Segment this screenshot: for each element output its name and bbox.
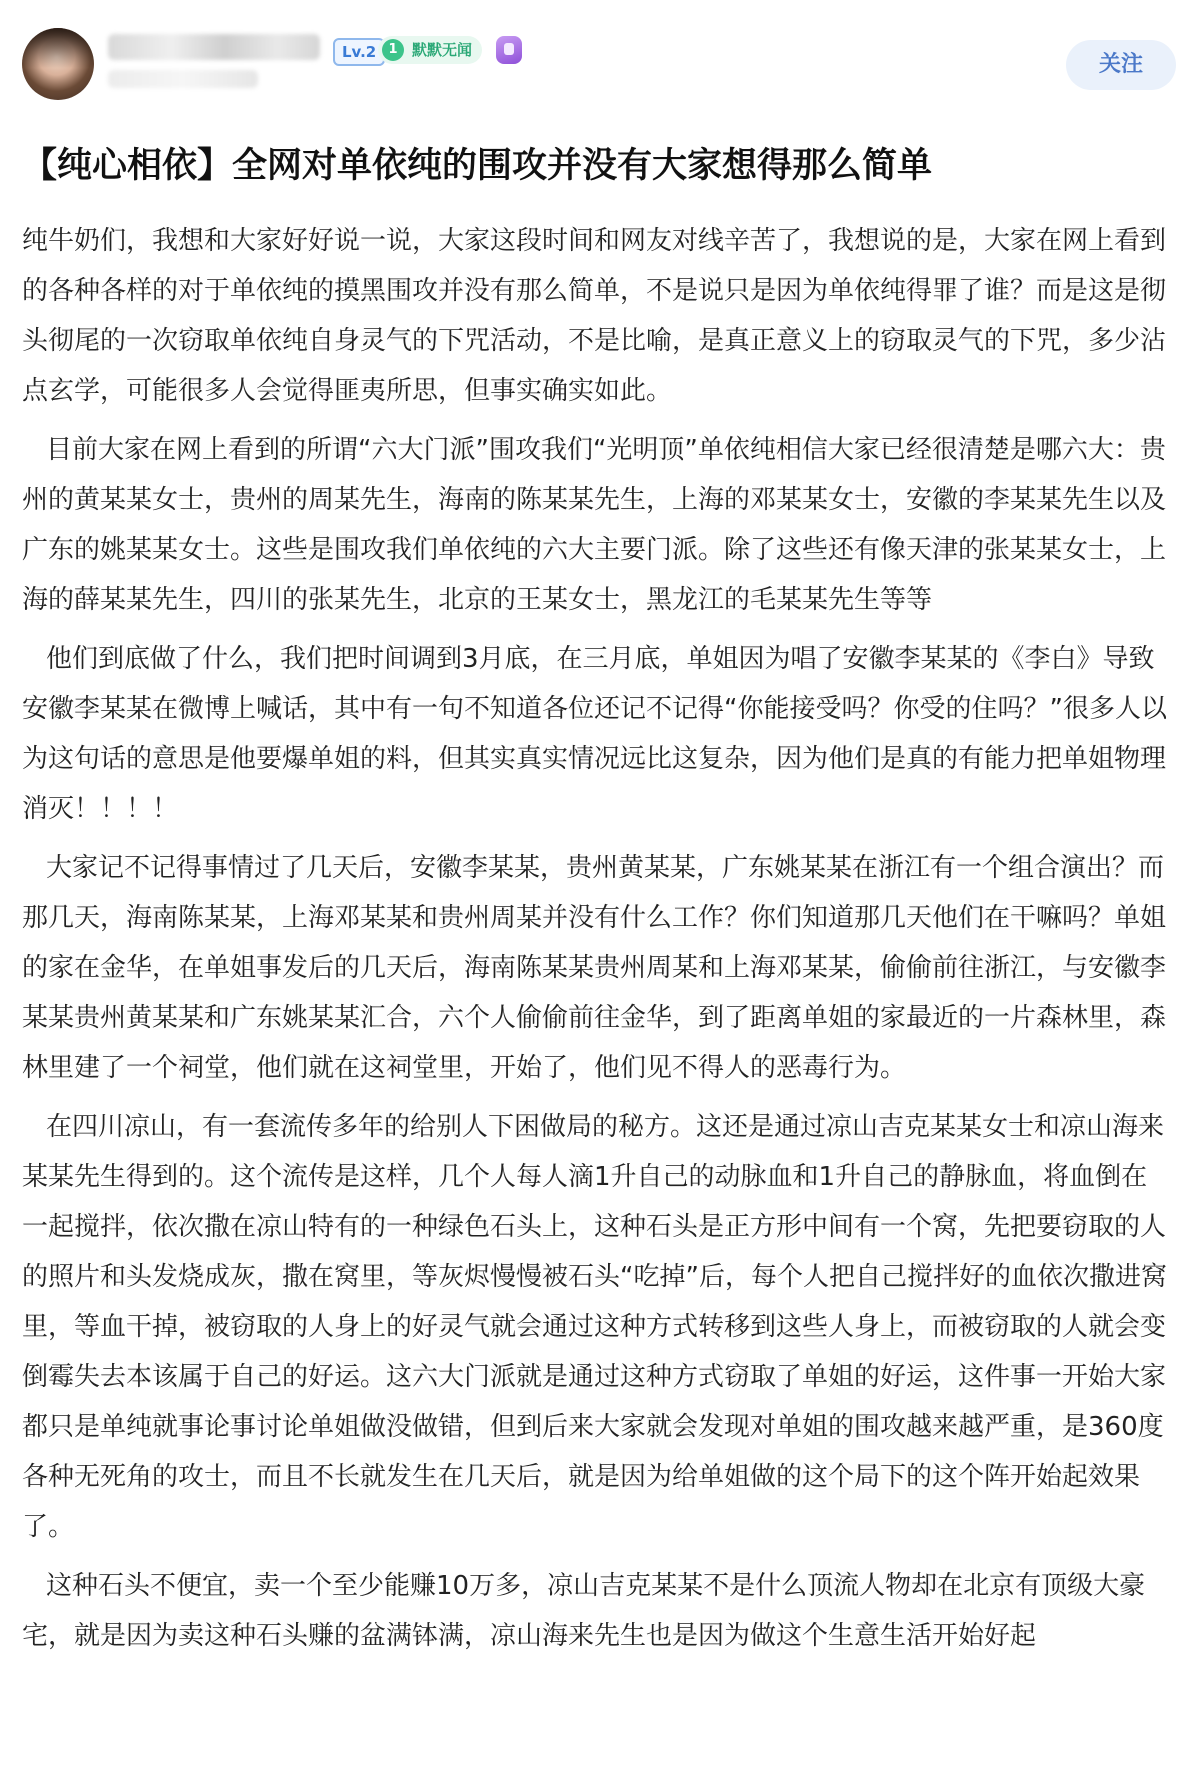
username-blurred[interactable] bbox=[108, 34, 320, 60]
paragraph: 在四川凉山，有一套流传多年的给别人下困做局的秘方。这还是通过凉山吉克某某女士和凉山海来某某先生得到的。这个流传是这样，几个人每人滴1升自己的动脉血和1升自己的静脉血，将血倒在一起搅拌，依次撒在凉山特有的一种绿色石头上，这种石头是正方形中间有一个窝，先把要窃取的人的照片和头发烧成灰，撒在窝里，等灰烬慢慢被石头“吃掉”后，每个人把自己搅拌好的血依次撒进窝里，等血干掉，被窃取的人身上的好灵气就会通过这种方式转移到这些人身上，而被窃取的人就会变倒霉失去本该属于自己的好运。这六大门派就是通过这种方式窃取了单姐的好运，这件事一开始大家都只是单纯就事论事讨论单姐做没做错，但到后来大家就会发现对单姐的围攻越来越严重，是360度各种无死角的攻士，而且不长就发生在几天后，就是因为给单姐做的这个局下的这个阵开始起效果了。 bbox=[22, 1112, 1167, 1542]
post-header bbox=[0, 0, 1199, 120]
gem-icon bbox=[496, 36, 522, 64]
paragraph: 纯牛奶们，我想和大家好好说一说，大家这段时间和网友对线辛苦了，我想说的是，大家在网上看到的各种各样的对于单依纯的摸黑围攻并没有那么简单，不是说只是因为单依纯得罪了谁？而是这是彻头彻尾的一次窃取单依纯自身灵气的下咒活动，不是比喻，是真正意义上的窃取灵气的下咒，多少沾点玄学，可能很多人会觉得匪夷所思，但事实确实如此。 bbox=[22, 226, 1167, 406]
avatar[interactable] bbox=[22, 28, 94, 100]
fan-badge: 默默无闻 bbox=[378, 36, 482, 64]
avatar-hair bbox=[22, 28, 94, 68]
paragraph: 目前大家在网上看到的所谓“六大门派”围攻我们“光明顶”单依纯相信大家已经很清楚是哪六大：贵州的黄某某女士，贵州的周某先生，海南的陈某某先生，上海的邓某某女士，安徽的李某某先生以及广东的姚某某女士。这些是围攻我们单依纯的六大主要门派。除了这些还有像天津的张某某女士，上海的薛某某先生，四川的张某先生，北京的王某女士，黑龙江的毛某某先生等等 bbox=[22, 435, 1167, 615]
post-content bbox=[22, 216, 1172, 1670]
user-meta-blurred bbox=[108, 70, 258, 88]
paragraph: 这种石头不便宜，卖一个至少能赚10万多，凉山吉克某某不是什么顶流人物却在北京有顶级大豪宅，就是因为卖这种石头赚的盆满钵满，凉山海来先生也是因为做这个生意生活开始好起 bbox=[22, 1571, 1146, 1651]
level-badge: Lv.2 bbox=[333, 38, 385, 66]
paragraph: 他们到底做了什么，我们把时间调到3月底，在三月底，单姐因为唱了安徽李某某的《李白》导致安徽李某某在微博上喊话，其中有一句不知道各位还记不记得“你能接受吗？你受的住吗？”很多人以为这句话的意思是他要爆单姐的料，但其实真实情况远比这复杂，因为他们是真的有能力把单姐物理消灭！！！！ bbox=[22, 644, 1167, 824]
follow-button[interactable]: 关注 bbox=[1066, 40, 1176, 90]
paragraph: 大家记不记得事情过了几天后，安徽李某某，贵州黄某某，广东姚某某在浙江有一个组合演出？而那几天，海南陈某某，上海邓某某和贵州周某并没有什么工作？你们知道那几天他们在干嘛吗？单姐的家在金华，在单姐事发后的几天后，海南陈某某贵州周某和上海邓某某，偷偷前往浙江，与安徽李某某贵州黄某某和广东姚某某汇合，六个人偷偷前往金华，到了距离单姐的家最近的一片森林里，森林里建了一个祠堂，他们就在这祠堂里，开始了，他们见不得人的恶毒行为。 bbox=[22, 853, 1167, 1083]
post-title: 【纯心相依】全网对单依纯的围攻并没有大家想得那么简单 bbox=[22, 146, 933, 186]
fan-level-icon: 1 bbox=[382, 39, 404, 61]
